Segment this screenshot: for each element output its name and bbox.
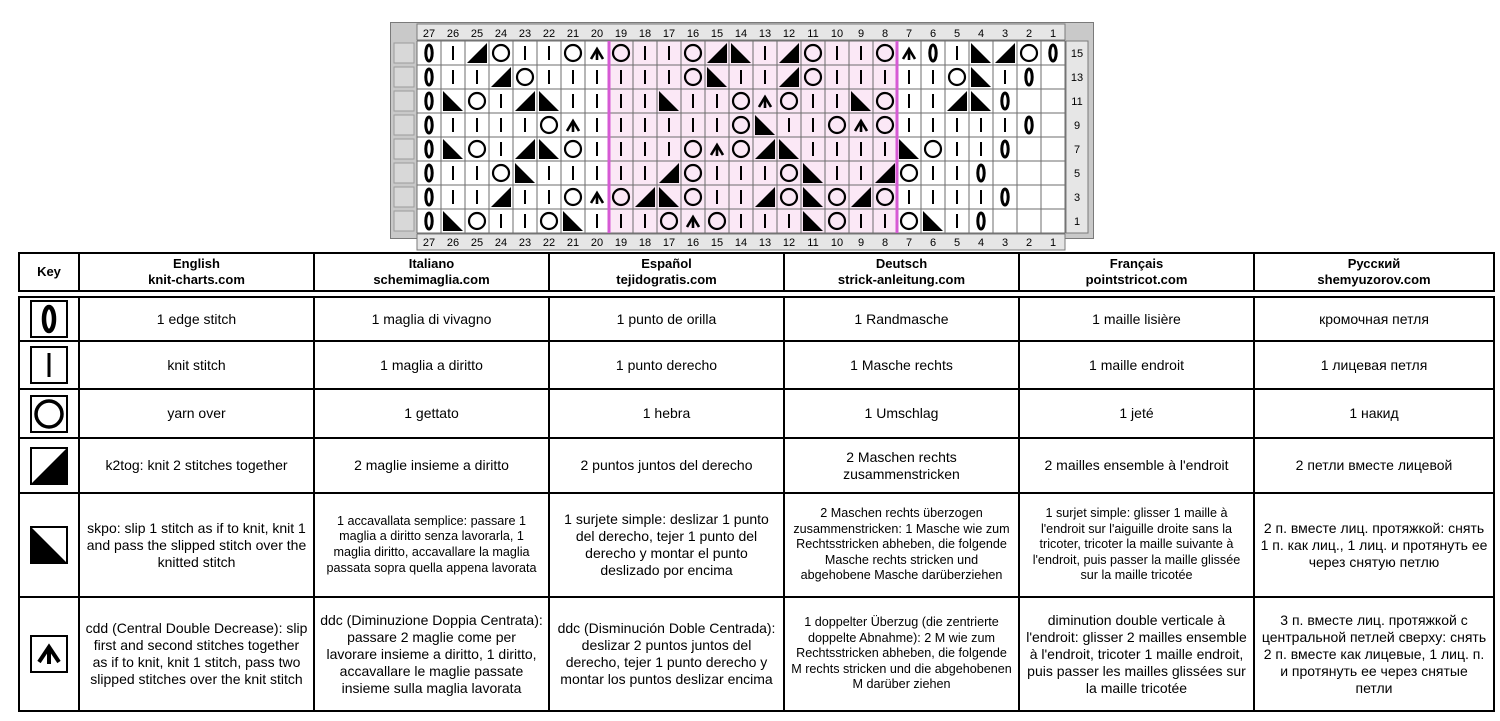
column-number: 4 — [977, 237, 985, 249]
key-text: 3 п. вместе лиц. протяжкой с центральной петлей сверху: снять 2 п. вместе как лицевые, 1 лиц. п. и протянуть ее через снятые петли — [1254, 597, 1494, 711]
row-stub — [394, 91, 414, 111]
k2tog-icon — [30, 447, 68, 485]
key-header-label: Key — [19, 253, 79, 291]
column-number: 13 — [758, 28, 772, 40]
column-number: 25 — [470, 237, 484, 249]
row-stub — [394, 43, 414, 63]
key-header-row — [19, 253, 1494, 291]
header-italiano: Italiano schemimaglia.com — [314, 253, 549, 291]
key-text: 1 Masche rechts — [784, 341, 1019, 389]
key-text: 1 punto derecho — [549, 341, 784, 389]
key-text: 1 Umschlag — [784, 389, 1019, 438]
key-text: 1 maglia a diritto — [314, 341, 549, 389]
row-number: 1 — [1073, 216, 1081, 228]
knit-stitch-icon — [30, 346, 68, 384]
key-text: кромочная петля — [1254, 297, 1494, 341]
column-number: 20 — [590, 28, 604, 40]
key-text: skpo: slip 1 stitch as if to knit, knit 1 and pass the slipped stitch over the knitted stitch — [79, 493, 314, 597]
column-number: 12 — [782, 28, 796, 40]
row-stub — [394, 187, 414, 207]
column-number: 15 — [710, 28, 724, 40]
column-number: 23 — [518, 28, 532, 40]
key-text: ddc (Disminución Doble Centrada): deslizar 2 puntos juntos del derecho, tejer 1 punto derecho y montar los puntos deslizar encima — [549, 597, 784, 711]
column-number: 21 — [566, 237, 580, 249]
column-number: 26 — [446, 28, 460, 40]
column-number: 10 — [830, 237, 844, 249]
header-english: English knit-charts.com — [79, 253, 314, 291]
column-number: 2 — [1025, 28, 1033, 40]
row-stub — [394, 211, 414, 231]
column-number: 1 — [1049, 237, 1057, 249]
column-number: 3 — [1001, 28, 1009, 40]
key-text: 1 jeté — [1019, 389, 1254, 438]
key-text: 2 Maschen rechts überzogen zusammenstricken: 1 Masche wie zum Rechtsstricken abheben, die folgende Masche rechts stricken und abgehobene Masche darüberziehen — [784, 493, 1019, 597]
column-number: 3 — [1001, 237, 1009, 249]
column-number: 9 — [857, 237, 865, 249]
key-text: 2 Maschen rechts zusammenstricken — [784, 438, 1019, 493]
key-text: 1 maille lisière — [1019, 297, 1254, 341]
row-number: 15 — [1070, 48, 1084, 60]
key-text: 1 maille endroit — [1019, 341, 1254, 389]
column-number: 23 — [518, 237, 532, 249]
skpo-icon — [30, 526, 68, 564]
key-row-knit-stitch — [19, 341, 1494, 389]
column-number: 17 — [662, 237, 676, 249]
row-number: 9 — [1073, 120, 1081, 132]
column-number: 12 — [782, 237, 796, 249]
row-number: 3 — [1073, 192, 1081, 204]
column-number: 11 — [807, 28, 819, 40]
column-number: 20 — [590, 237, 604, 249]
cdd-icon — [30, 635, 68, 673]
header-russian: Русский shemyuzorov.com — [1254, 253, 1494, 291]
key-row-yarn-over — [19, 389, 1494, 438]
key-text: cdd (Central Double Decrease): slip first and second stitches together as if to knit, knit 1 stitch, pass two slipped stitches over the knit stitch — [79, 597, 314, 711]
key-row-skpo — [19, 493, 1494, 597]
key-text: 1 hebra — [549, 389, 784, 438]
knitting-chart — [390, 22, 1094, 249]
column-number: 7 — [905, 28, 913, 40]
column-number: 17 — [662, 28, 676, 40]
row-stub — [394, 163, 414, 183]
column-number: 24 — [494, 28, 508, 40]
key-text: yarn over — [79, 389, 314, 438]
column-number: 26 — [446, 237, 460, 249]
row-stub — [394, 139, 414, 159]
column-number: 14 — [734, 28, 748, 40]
column-number: 6 — [929, 28, 937, 40]
column-number: 19 — [614, 237, 628, 249]
header-francais: Français pointstricot.com — [1019, 253, 1254, 291]
key-text: 1 maglia di vivagno — [314, 297, 549, 341]
column-number: 14 — [734, 237, 748, 249]
key-text: 1 лицевая петля — [1254, 341, 1494, 389]
column-number: 15 — [710, 237, 724, 249]
column-number: 8 — [881, 237, 889, 249]
key-text: 1 edge stitch — [79, 297, 314, 341]
key-text: 1 gettato — [314, 389, 549, 438]
column-number: 6 — [929, 237, 937, 249]
column-number: 27 — [422, 237, 436, 249]
column-number: 7 — [905, 237, 913, 249]
key-text: k2tog: knit 2 stitches together — [79, 438, 314, 493]
key-text: diminution double verticale à l'endroit: glisser 2 mailles ensemble à l'endroit, tricoter 1 maille endroit, puis passer les mailles glissées sur la maille tricotée — [1019, 597, 1254, 711]
column-number: 18 — [638, 237, 652, 249]
row-number: 13 — [1070, 72, 1084, 84]
column-number: 11 — [807, 237, 819, 249]
column-number: 24 — [494, 237, 508, 249]
header-deutsch: Deutsch strick-anleitung.com — [784, 253, 1019, 291]
key-row-cdd — [19, 597, 1494, 711]
key-table — [18, 252, 1495, 712]
key-text: 1 surjet simple: glisser 1 maille à l'endroit sur l'aiguille droite sans la tricoter, tricoter la maille suivante à l'endroit, puis passer la maille glissée sur la maille tricotée — [1019, 493, 1254, 597]
column-number: 13 — [758, 237, 772, 249]
edge-stitch-icon — [30, 300, 68, 338]
column-number: 16 — [686, 237, 700, 249]
column-number: 19 — [614, 28, 628, 40]
key-text: 2 maglie insieme a diritto — [314, 438, 549, 493]
key-text: 2 mailles ensemble à l'endroit — [1019, 438, 1254, 493]
column-number: 5 — [953, 28, 961, 40]
column-number: 4 — [977, 28, 985, 40]
key-row-edge-stitch — [19, 297, 1494, 341]
column-number: 1 — [1049, 28, 1057, 40]
column-number: 9 — [857, 28, 865, 40]
key-text: 1 accavallata semplice: passare 1 maglia a diritto senza lavorarla, 1 maglia diritto, accavallare la maglia passata sopra quella appena lavorata — [314, 493, 549, 597]
key-text: 2 puntos juntos del derecho — [549, 438, 784, 493]
yarn-over-icon — [30, 395, 68, 433]
key-text: knit stitch — [79, 341, 314, 389]
column-number: 10 — [830, 28, 844, 40]
key-row-k2tog — [19, 438, 1494, 493]
key-text: 1 doppelter Überzug (die zentrierte doppelte Abnahme): 2 M wie zum Rechtsstricken abheben, die folgende M rechts stricken und die abgehobenen M darüber ziehen — [784, 597, 1019, 711]
row-number: 11 — [1071, 96, 1083, 108]
header-espanol: Español tejidogratis.com — [549, 253, 784, 291]
column-number: 2 — [1025, 237, 1033, 249]
row-stub — [394, 115, 414, 135]
key-text: ddc (Diminuzione Doppia Centrata): passare 2 maglie come per lavorare insieme a diritto, 1 diritto, accavallare le maglie passate insieme sulla maglia lavorata — [314, 597, 549, 711]
column-number: 21 — [566, 28, 580, 40]
column-number: 5 — [953, 237, 961, 249]
key-text: 1 punto de orilla — [549, 297, 784, 341]
chart-grid — [391, 23, 1095, 249]
row-number: 7 — [1073, 144, 1081, 156]
key-text: 2 петли вместе лицевой — [1254, 438, 1494, 493]
row-number: 5 — [1073, 168, 1081, 180]
key-text: 1 накид — [1254, 389, 1494, 438]
column-number: 8 — [881, 28, 889, 40]
column-number: 18 — [638, 28, 652, 40]
column-number: 16 — [686, 28, 700, 40]
key-text: 2 п. вместе лиц. протяжкой: снять 1 п. как лиц., 1 лиц. и протянуть ее через снятую петлю — [1254, 493, 1494, 597]
row-stub — [394, 67, 414, 87]
column-number: 22 — [542, 28, 556, 40]
column-number: 22 — [542, 237, 556, 249]
row-number-strip — [1066, 41, 1088, 233]
column-number: 27 — [422, 28, 436, 40]
key-text: 1 surjete simple: deslizar 1 punto del derecho, tejer 1 punto del derecho y montar el punto deslizado por encima — [549, 493, 784, 597]
key-text: 1 Randmasche — [784, 297, 1019, 341]
column-number: 25 — [470, 28, 484, 40]
